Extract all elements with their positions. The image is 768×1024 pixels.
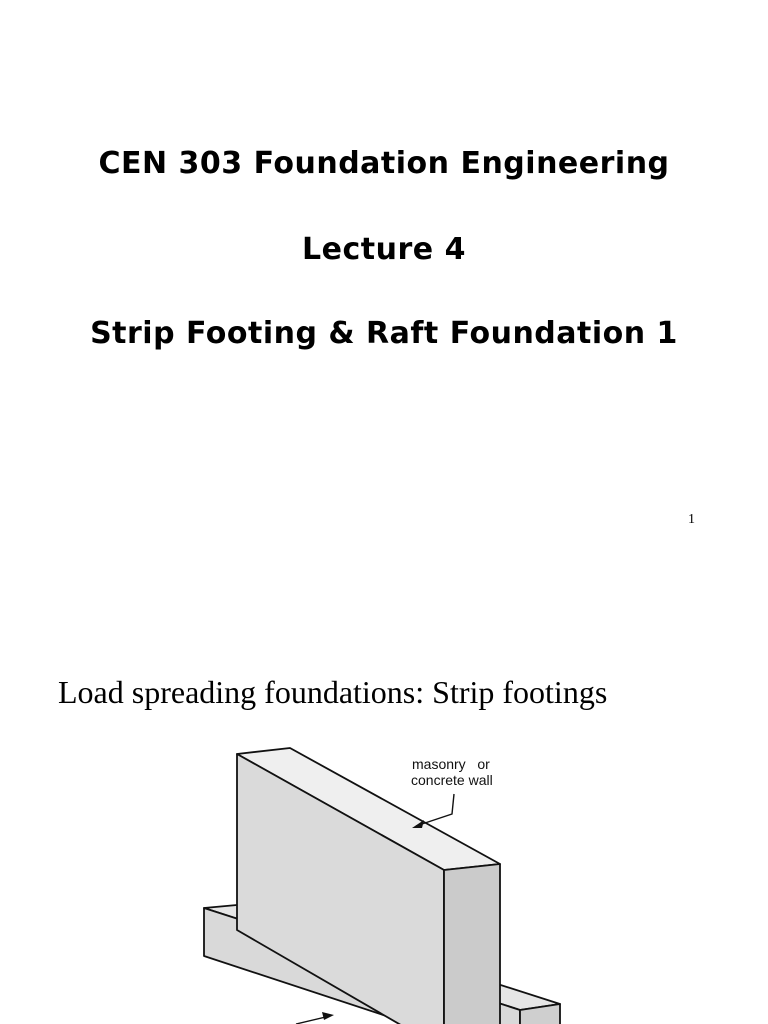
page-number: 1: [688, 512, 695, 527]
strip-footing-diagram: [0, 730, 768, 1024]
lecture-topic: Strip Footing & Raft Foundation 1: [90, 316, 678, 351]
course-title: CEN 303 Foundation Engineering: [98, 146, 670, 181]
lecture-number: Lecture 4: [302, 232, 466, 267]
concrete-wall: [237, 748, 500, 1024]
footing-leader-arrowhead: [322, 1012, 334, 1020]
wall-label-line1: masonry or: [412, 756, 490, 772]
wall-label-line2: concrete wall: [411, 772, 493, 788]
slide-heading: Load spreading foundations: Strip footings: [58, 674, 608, 710]
